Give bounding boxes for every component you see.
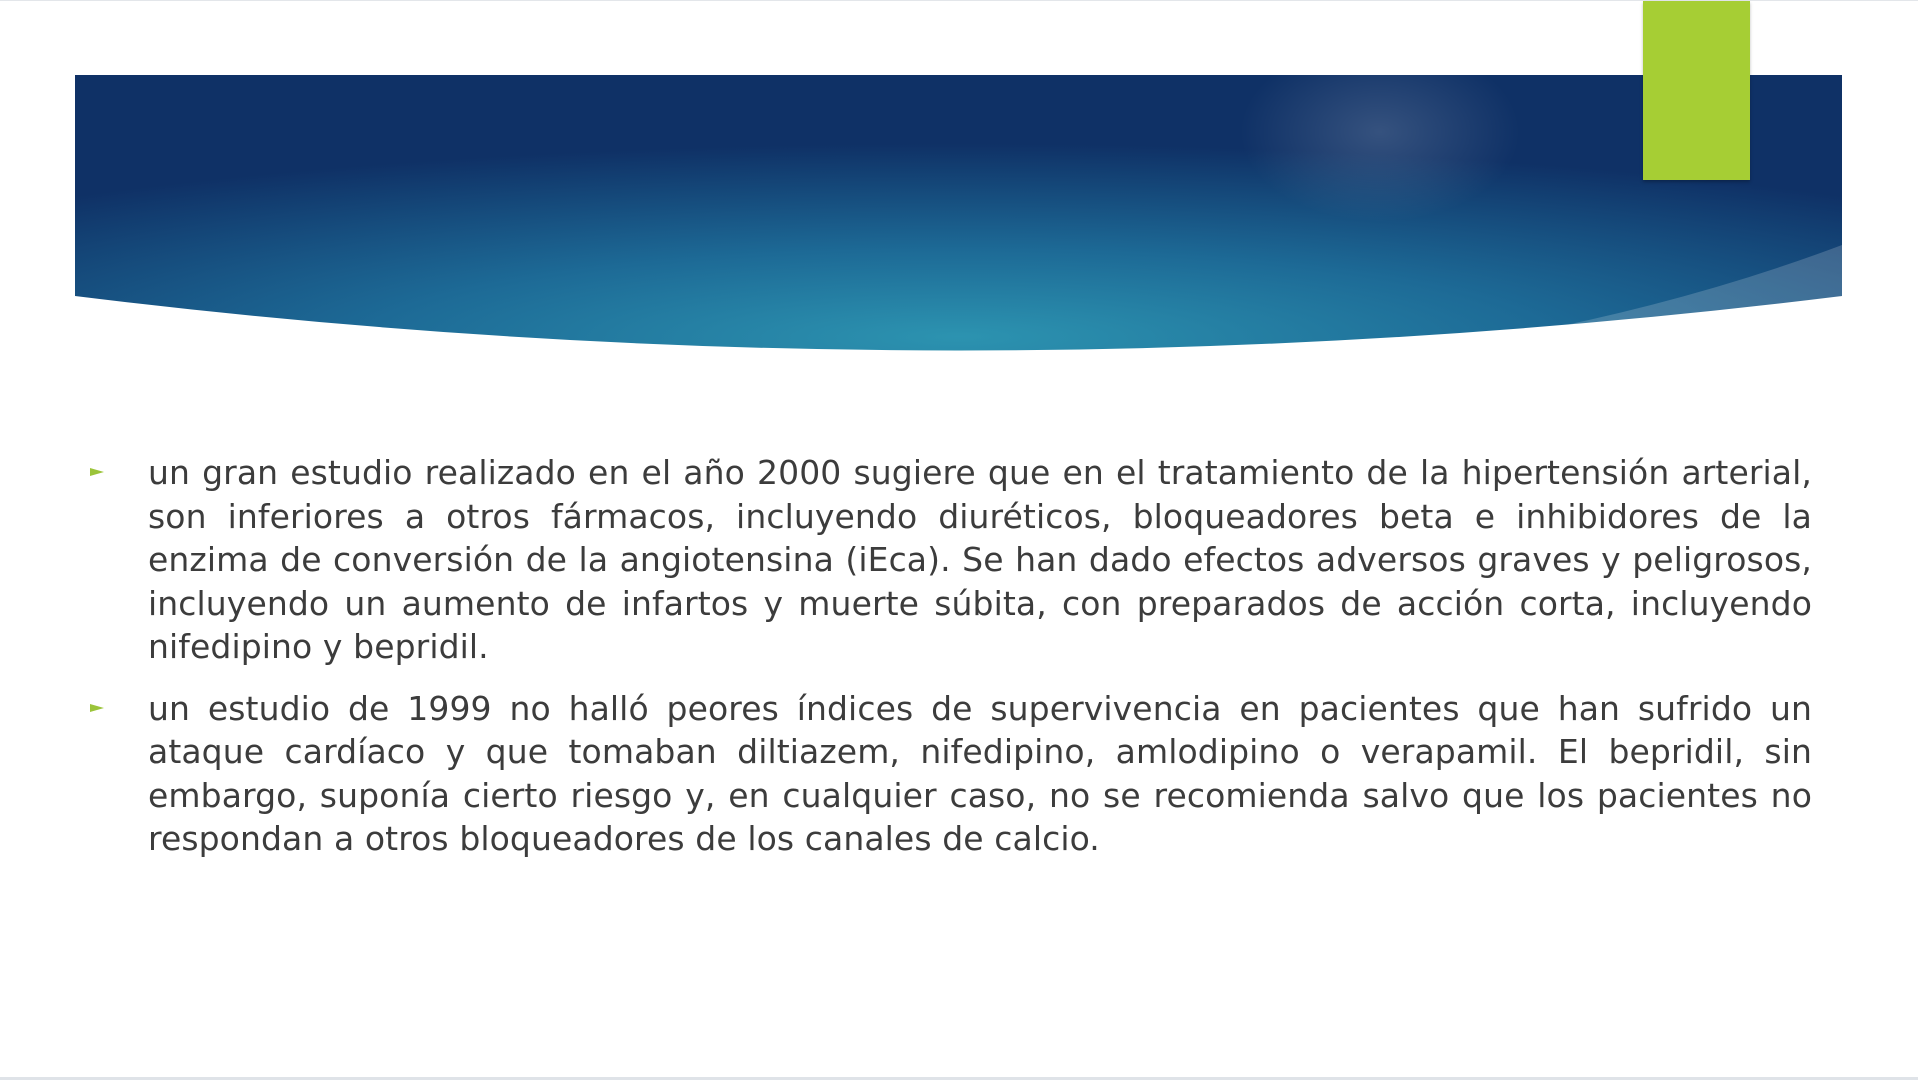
list-item (90, 687, 1812, 861)
banner-graphic (75, 75, 1842, 358)
bullet-arrow-icon (90, 704, 104, 712)
list-item (90, 451, 1812, 669)
header-banner (75, 75, 1842, 358)
bullet-text: un gran estudio realizado en el año 2000 sugiere que en el tratamiento de la hipertensión arterial, son inferiores a otros fármacos, incluyendo diuréticos, bloqueadores beta e inhibidores de la enzima de conversión de la angiotensina (iEca). Se han dado efectos adversos graves y peligrosos, incluyendo un aumento de infartos y muerte súbita, con preparados de acción corta, incluyendo nifedipino y bepridil. (148, 453, 1812, 666)
accent-tab (1643, 1, 1750, 180)
bullet-list (90, 451, 1812, 879)
bullet-arrow-icon (90, 468, 104, 476)
bullet-text: un estudio de 1999 no halló peores índices de supervivencia en pacientes que han sufrido un ataque cardíaco y que tomaban diltiazem, nifedipino, amlodipino o verapamil. El bepridil, sin embargo, suponía cierto riesgo y, en cualquier caso, no se recomienda salvo que los pacientes no respondan a otros bloqueadores de los canales de calcio. (148, 688, 1812, 858)
